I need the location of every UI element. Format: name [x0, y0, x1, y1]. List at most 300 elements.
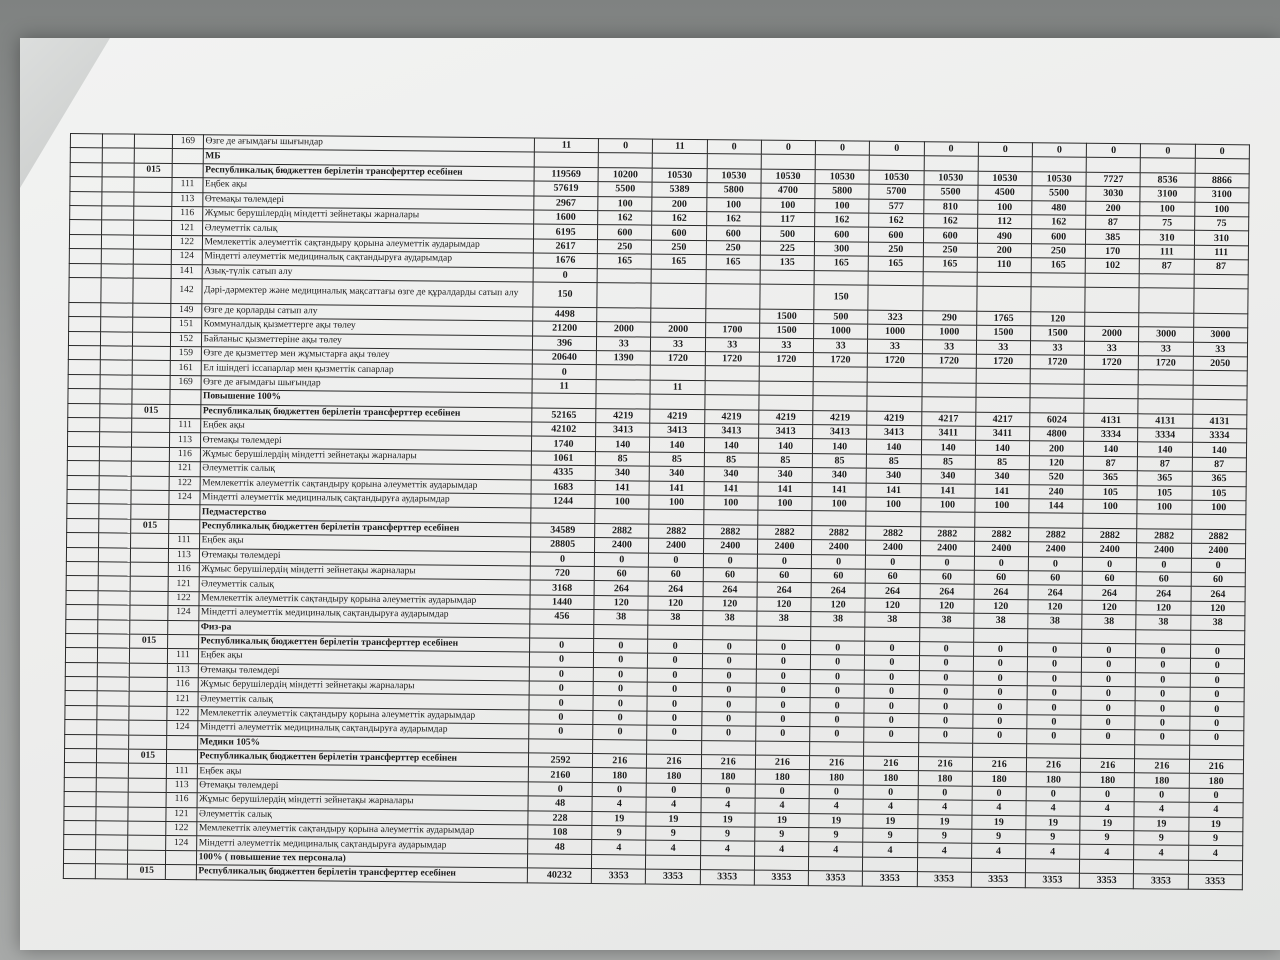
item-code: 111 — [167, 764, 197, 779]
month-cell: 4 — [592, 797, 646, 812]
month-cell: 0 — [702, 697, 756, 712]
empty-cell — [64, 820, 96, 835]
month-cell — [755, 741, 809, 756]
month-cell: 165 — [814, 256, 868, 271]
total-cell — [527, 854, 591, 869]
month-cell: 75 — [1140, 216, 1194, 231]
month-cell: 1720 — [1139, 356, 1193, 371]
month-cell: 0 — [978, 142, 1032, 157]
month-cell: 2400 — [1083, 542, 1137, 557]
month-cell: 9 — [1134, 831, 1188, 846]
item-code: 111 — [170, 419, 200, 434]
empty-cell — [99, 504, 131, 519]
month-cell: 290 — [922, 311, 976, 326]
program-code — [134, 235, 172, 250]
empty-cell — [98, 619, 130, 634]
month-cell: 216 — [1081, 758, 1135, 773]
month-cell: 250 — [923, 242, 977, 257]
month-cell: 33 — [1139, 341, 1193, 356]
month-cell: 4 — [646, 797, 700, 812]
month-cell — [921, 397, 975, 412]
month-cell: 60 — [594, 566, 648, 581]
item-name: Өтемақы төлемдері — [198, 663, 530, 681]
empty-cell — [98, 562, 130, 577]
table-body — [63, 134, 1249, 890]
month-cell: 85 — [975, 455, 1029, 470]
month-cell: 0 — [701, 711, 755, 726]
month-cell — [977, 272, 1031, 287]
month-cell — [922, 383, 976, 398]
month-cell — [759, 367, 813, 382]
empty-cell — [99, 447, 131, 462]
total-cell: 0 — [529, 724, 593, 739]
month-cell: 162 — [923, 214, 977, 229]
empty-cell — [70, 148, 102, 163]
month-cell: 33 — [651, 337, 705, 352]
total-cell: 0 — [532, 364, 596, 379]
month-cell: 85 — [596, 451, 650, 466]
item-code: 121 — [170, 462, 200, 477]
month-cell: 100 — [758, 496, 812, 511]
month-cell — [1084, 370, 1138, 385]
program-code — [130, 605, 168, 620]
item-code: 122 — [172, 235, 202, 250]
month-cell: 180 — [1080, 773, 1134, 788]
item-name: Әлеуметтік салық — [202, 221, 534, 239]
item-name: Байланыс қызметтеріне ақы төлеу — [201, 332, 533, 350]
empty-cell — [67, 461, 99, 476]
month-cell: 0 — [595, 552, 649, 567]
month-cell — [700, 855, 754, 870]
month-cell: 0 — [756, 712, 810, 727]
month-cell: 38 — [702, 611, 756, 626]
program-code — [130, 576, 168, 591]
month-cell: 2882 — [757, 525, 811, 540]
empty-cell — [97, 734, 129, 749]
month-cell: 19 — [1188, 817, 1243, 832]
month-cell — [1138, 399, 1192, 414]
month-cell: 0 — [1081, 729, 1135, 744]
month-cell: 180 — [809, 770, 863, 785]
item-code — [170, 390, 200, 405]
month-cell: 10530 — [1032, 172, 1086, 187]
item-code: 142 — [171, 278, 201, 303]
program-code: 015 — [132, 404, 170, 419]
month-cell: 0 — [972, 728, 1026, 743]
month-cell — [1083, 514, 1137, 529]
total-cell: 52165 — [532, 408, 596, 423]
empty-cell — [64, 748, 96, 763]
month-cell — [1192, 400, 1247, 415]
month-cell: 264 — [703, 582, 757, 597]
empty-cell — [64, 806, 96, 821]
month-cell: 105 — [1083, 485, 1137, 500]
empty-cell — [97, 749, 129, 764]
month-cell: 19 — [972, 815, 1026, 830]
empty-cell — [102, 134, 134, 149]
month-cell — [759, 381, 813, 396]
month-cell: 365 — [1138, 471, 1192, 486]
month-cell: 60 — [703, 568, 757, 583]
program-code: 015 — [131, 519, 169, 534]
total-cell: 57619 — [534, 181, 598, 196]
total-cell: 48 — [528, 796, 592, 811]
month-cell: 264 — [1028, 585, 1082, 600]
month-cell: 3353 — [646, 869, 700, 884]
month-cell: 100 — [866, 497, 920, 512]
month-cell: 87 — [1192, 457, 1247, 472]
empty-cell — [68, 418, 100, 433]
month-cell: 0 — [593, 710, 647, 725]
month-cell: 19 — [755, 813, 809, 828]
item-name: Республикалық бюджеттен берілетін трансферттер есебінен — [197, 750, 529, 768]
month-cell: 0 — [973, 714, 1027, 729]
month-cell: 0 — [1190, 702, 1245, 717]
program-code — [128, 807, 166, 822]
month-cell: 2400 — [974, 541, 1028, 556]
item-name: Республикалық бюджеттен берілетін трансферттер есебінен — [196, 865, 528, 883]
month-cell: 4219 — [867, 411, 921, 426]
item-name: Міндетті әлеуметтік медициналық сақтандыруға аударымдар — [198, 606, 530, 624]
month-cell: 4800 — [1030, 427, 1084, 442]
month-cell: 2400 — [649, 538, 703, 553]
month-cell: 105 — [1192, 486, 1247, 501]
month-cell: 2882 — [1029, 527, 1083, 542]
month-cell: 3411 — [975, 426, 1029, 441]
month-cell: 140 — [596, 437, 650, 452]
month-cell: 200 — [1029, 441, 1083, 456]
item-name: Міндетті әлеуметтік медициналық сақтандыруға аударымдар — [196, 836, 528, 854]
month-cell — [593, 739, 647, 754]
month-cell — [1194, 274, 1249, 289]
month-cell: 3353 — [1188, 874, 1243, 889]
program-code — [129, 720, 167, 735]
month-cell — [1139, 273, 1193, 288]
month-cell: 38 — [594, 610, 648, 625]
program-code — [131, 461, 169, 476]
empty-cell — [67, 533, 99, 548]
empty-cell — [102, 206, 134, 221]
month-cell: 2400 — [1137, 543, 1191, 558]
total-cell: 456 — [530, 609, 594, 624]
month-cell: 19 — [1134, 816, 1188, 831]
month-cell: 200 — [652, 197, 706, 212]
month-cell: 3100 — [1140, 187, 1194, 202]
item-code: 124 — [166, 836, 196, 851]
month-cell: 3413 — [867, 425, 921, 440]
total-cell: 0 — [529, 667, 593, 682]
total-cell: 0 — [528, 782, 592, 797]
month-cell: 162 — [869, 213, 923, 228]
empty-cell — [96, 806, 128, 821]
month-cell — [810, 741, 864, 756]
month-cell — [1026, 743, 1080, 758]
month-cell: 165 — [923, 257, 977, 272]
program-code — [130, 663, 168, 678]
month-cell: 0 — [1190, 673, 1245, 688]
month-cell — [974, 513, 1028, 528]
empty-cell — [97, 691, 129, 706]
month-cell: 5700 — [869, 184, 923, 199]
item-name: Әлеуметтік салық — [196, 807, 528, 825]
program-code — [131, 533, 169, 548]
month-cell: 4131 — [1084, 413, 1138, 428]
month-cell: 165 — [868, 256, 922, 271]
month-cell: 19 — [1080, 816, 1134, 831]
month-cell: 340 — [704, 467, 758, 482]
total-cell: 1740 — [531, 436, 595, 451]
program-code — [132, 375, 170, 390]
month-cell: 180 — [755, 770, 809, 785]
month-cell: 1720 — [651, 351, 705, 366]
month-cell: 0 — [919, 670, 973, 685]
month-cell: 120 — [1031, 312, 1085, 327]
month-cell: 33 — [922, 339, 976, 354]
month-cell — [596, 379, 650, 394]
month-cell: 4 — [1188, 846, 1243, 861]
empty-cell — [66, 605, 98, 620]
empty-cell — [101, 317, 133, 332]
empty-cell — [65, 662, 97, 677]
month-cell: 60 — [649, 567, 703, 582]
empty-cell — [70, 191, 102, 206]
empty-cell — [98, 648, 130, 663]
total-cell: 48 — [528, 839, 592, 854]
month-cell: 264 — [920, 584, 974, 599]
month-cell: 0 — [1027, 643, 1081, 658]
program-code — [132, 389, 170, 404]
month-cell: 120 — [648, 596, 702, 611]
month-cell: 2882 — [649, 524, 703, 539]
month-cell: 180 — [647, 768, 701, 783]
month-cell: 216 — [1135, 759, 1189, 774]
month-cell: 100 — [1137, 500, 1191, 515]
month-cell: 4217 — [921, 411, 975, 426]
month-cell: 120 — [757, 597, 811, 612]
empty-cell — [98, 605, 130, 620]
month-cell: 5500 — [598, 182, 652, 197]
program-code — [129, 763, 167, 778]
month-cell: 180 — [972, 772, 1026, 787]
item-code: 121 — [172, 221, 202, 236]
month-cell: 38 — [974, 613, 1028, 628]
month-cell: 120 — [1029, 456, 1083, 471]
program-code — [130, 591, 168, 606]
month-cell: 141 — [758, 482, 812, 497]
item-code: 116 — [168, 678, 198, 693]
month-cell: 9 — [1026, 830, 1080, 845]
month-cell: 216 — [755, 755, 809, 770]
month-cell: 85 — [921, 454, 975, 469]
month-cell: 10530 — [761, 169, 815, 184]
month-cell: 38 — [1136, 615, 1190, 630]
month-cell — [1190, 630, 1245, 645]
item-name: Өзге де қызметтер мен жұмыстарға ақы төлеу — [201, 347, 533, 365]
month-cell: 310 — [1140, 230, 1194, 245]
month-cell — [813, 382, 867, 397]
empty-cell — [100, 403, 132, 418]
empty-cell — [70, 177, 102, 192]
total-cell: 1440 — [530, 595, 594, 610]
month-cell: 0 — [1080, 787, 1134, 802]
month-cell — [597, 268, 651, 283]
item-code: 169 — [170, 375, 200, 390]
month-cell: 7727 — [1086, 172, 1140, 187]
month-cell: 4131 — [1138, 413, 1192, 428]
month-cell: 0 — [1189, 716, 1244, 731]
month-cell — [758, 510, 812, 525]
month-cell — [757, 626, 811, 641]
empty-cell — [64, 792, 96, 807]
item-name: Еңбек ақы — [199, 534, 531, 552]
month-cell: 180 — [592, 768, 646, 783]
month-cell — [973, 628, 1027, 643]
month-cell: 9 — [755, 827, 809, 842]
month-cell: 120 — [811, 597, 865, 612]
item-code — [166, 850, 196, 865]
month-cell: 0 — [1026, 787, 1080, 802]
empty-cell — [99, 547, 131, 562]
empty-cell — [95, 864, 127, 879]
month-cell — [597, 282, 651, 308]
empty-cell — [68, 360, 100, 375]
program-code — [132, 418, 170, 433]
month-cell: 310 — [1194, 231, 1249, 246]
month-cell — [1029, 513, 1083, 528]
empty-cell — [65, 734, 97, 749]
item-name: Әлеуметтік салық — [200, 462, 532, 480]
empty-cell — [97, 677, 129, 692]
empty-cell — [100, 389, 132, 404]
month-cell — [754, 856, 808, 871]
total-cell: 1244 — [531, 494, 595, 509]
total-cell: 0 — [529, 710, 593, 725]
month-cell: 216 — [864, 756, 918, 771]
month-cell: 162 — [598, 211, 652, 226]
total-cell: 720 — [530, 566, 594, 581]
month-cell: 38 — [919, 613, 973, 628]
month-cell: 250 — [706, 240, 760, 255]
month-cell: 9 — [700, 827, 754, 842]
month-cell — [813, 367, 867, 382]
month-cell — [596, 394, 650, 409]
month-cell — [976, 397, 1030, 412]
month-cell: 500 — [760, 226, 814, 241]
month-cell: 60 — [974, 570, 1028, 585]
empty-cell — [98, 576, 130, 591]
program-code — [129, 735, 167, 750]
month-cell — [924, 156, 978, 171]
month-cell: 0 — [866, 555, 920, 570]
total-cell: 21200 — [532, 321, 596, 336]
month-cell: 144 — [1029, 499, 1083, 514]
month-cell: 100 — [761, 198, 815, 213]
month-cell: 0 — [1190, 644, 1245, 659]
month-cell: 4 — [917, 843, 971, 858]
item-name: Коммуналдық қызметтерге ақы төлеу — [201, 318, 533, 336]
item-name: Еңбек ақы — [198, 649, 530, 667]
month-cell: 117 — [760, 212, 814, 227]
month-cell: 500 — [814, 310, 868, 325]
month-cell — [1137, 514, 1191, 529]
month-cell — [976, 369, 1030, 384]
month-cell: 1700 — [705, 323, 759, 338]
empty-cell — [66, 576, 98, 591]
month-cell: 180 — [1026, 772, 1080, 787]
month-cell: 480 — [1032, 200, 1086, 215]
empty-cell — [65, 720, 97, 735]
item-name: Республикалық бюджеттен берілетін трансферттер есебінен — [203, 164, 535, 182]
month-cell — [1028, 628, 1082, 643]
month-cell — [653, 153, 707, 168]
month-cell: 0 — [1189, 788, 1244, 803]
total-cell — [528, 739, 592, 754]
item-code: 122 — [169, 476, 199, 491]
month-cell: 120 — [594, 595, 648, 610]
month-cell: 180 — [1189, 774, 1244, 789]
month-cell: 216 — [972, 757, 1026, 772]
item-name: Мемлекеттік әлеуметтік сақтандыру қорына әлеуметтік аударымдар — [196, 822, 528, 840]
month-cell: 9 — [1188, 831, 1243, 846]
month-cell: 340 — [595, 466, 649, 481]
month-cell: 140 — [650, 438, 704, 453]
item-code: 111 — [168, 649, 198, 664]
month-cell — [1189, 745, 1244, 760]
month-cell — [760, 284, 814, 310]
item-name: Республикалық бюджеттен берілетін трансферттер есебінен — [199, 520, 531, 538]
total-cell: 228 — [528, 811, 592, 826]
month-cell: 2400 — [812, 540, 866, 555]
month-cell: 9 — [1080, 830, 1134, 845]
month-cell: 0 — [1027, 715, 1081, 730]
month-cell: 9 — [592, 826, 646, 841]
month-cell: 240 — [1029, 484, 1083, 499]
month-cell: 225 — [760, 241, 814, 256]
month-cell: 0 — [756, 698, 810, 713]
month-cell: 4219 — [759, 410, 813, 425]
month-cell: 0 — [920, 555, 974, 570]
empty-cell — [99, 461, 131, 476]
month-cell: 365 — [1192, 471, 1247, 486]
month-cell: 60 — [1137, 572, 1191, 587]
month-cell: 0 — [755, 784, 809, 799]
program-code — [133, 346, 171, 361]
item-name: Әлеуметтік салық — [198, 692, 530, 710]
item-code — [169, 519, 199, 534]
month-cell — [1138, 385, 1192, 400]
month-cell: 140 — [1192, 443, 1247, 458]
empty-cell — [99, 475, 131, 490]
month-cell: 4219 — [704, 409, 758, 424]
month-cell: 0 — [810, 669, 864, 684]
empty-cell — [96, 792, 128, 807]
month-cell: 85 — [867, 454, 921, 469]
month-cell: 0 — [973, 642, 1027, 657]
month-cell: 520 — [1029, 470, 1083, 485]
month-cell — [809, 856, 863, 871]
month-cell: 0 — [1082, 643, 1136, 658]
month-cell: 3413 — [704, 424, 758, 439]
month-cell — [1030, 369, 1084, 384]
item-code: 121 — [169, 577, 199, 592]
section-title: МБ — [203, 149, 535, 167]
month-cell: 165 — [1031, 258, 1085, 273]
month-cell: 141 — [975, 484, 1029, 499]
month-cell: 0 — [1136, 658, 1190, 673]
program-code — [128, 835, 166, 850]
month-cell — [867, 382, 921, 397]
item-code: 151 — [171, 318, 201, 333]
